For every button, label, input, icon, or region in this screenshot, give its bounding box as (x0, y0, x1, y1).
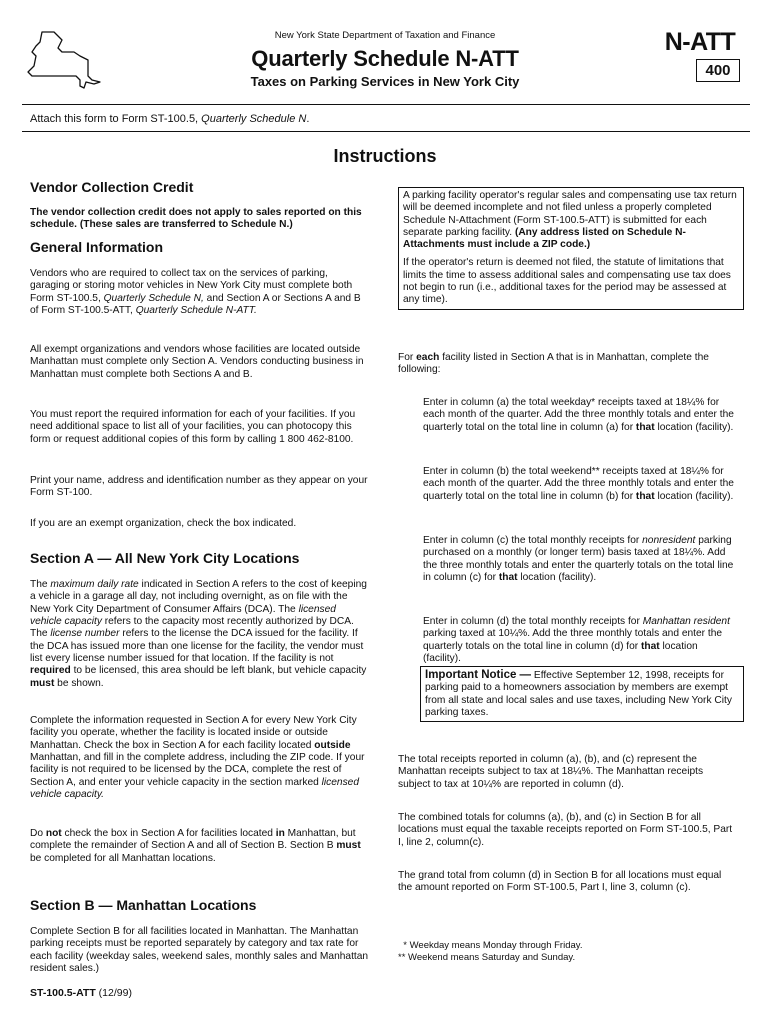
vendor-credit-heading: Vendor Collection Credit (30, 179, 194, 195)
filing-notice-paragraph-1: A parking facility operator's regular sales and compensating use tax return will be deemed incomplete and not filed unless a properly completed Schedule N-Attachment (Form ST-100.5-ATT) is submitted for each separate parking facility. (Any address listed on Schedule N-Attachments must include a ZIP code.) (403, 190, 737, 251)
vendor-credit-text: The vendor collection credit does not apply to sales reported on this schedule. (These sales are transferred to Schedule N.) (30, 207, 362, 231)
instructions-heading: Instructions (333, 146, 437, 166)
column-c-instructions: Enter in column (c) the total monthly receipts for nonresident parking purchased on a monthly (or longer term) basis taxed at 18¼%. Add the three monthly totals and enter the quarterly totals on the total line in column (c) for that location (facility). (423, 535, 734, 584)
general-information-heading: General Information (30, 239, 164, 255)
section-a-paragraph-2: Complete the information requested in Section A for every New York City facility you operate, whether the facility is located inside or outside Manhattan. Check the box in Section A for each facility located outside Manhattan, and fill in the complete address, including the ZIP code. If your facility is not required to be licensed by the DCA, complete the rest of Section A, and enter your vehicle capacity in the section marked licensed vehicle capacity. (30, 715, 365, 800)
section-b-paragraph-1: Complete Section B for all facilities located in Manhattan. The Manhattan parking receipts must be reported separately by category and tax rate for each facility (weekday sales, weekend sales, monthly sales and Manhattan resident sales.) (30, 926, 369, 975)
general-paragraph-4: Print your name, address and identification number as they appear on your Form ST-100. (30, 475, 368, 499)
column-a-instructions: Enter in column (a) the total weekday* receipts taxed at 18¼% for each month of the quarter. Add the three monthly totals and enter the quarterly total on the total line in column (a) for that location (facility). (423, 397, 734, 433)
form-subtitle: Taxes on Parking Services in New York City (250, 74, 520, 89)
each-facility-text: For each facility listed in Section A that is in Manhattan, complete the following: (398, 352, 709, 376)
form-number-box: 400 (696, 59, 740, 82)
column-b-instructions: Enter in column (b) the total weekend** receipts taxed at 18¼% for each month of the quarter. Add the three monthly totals and enter the quarterly total on the total line in column (b) for that location (facility). (423, 466, 734, 502)
general-paragraph-5: If you are an exempt organization, check the box indicated. (30, 518, 297, 530)
form-title: Quarterly Schedule N-ATT (251, 46, 519, 71)
grand-total-text: The grand total from column (d) in Section B for all locations must equal the amount reported on Form ST-100.5, Part I, line 3, column (c). (398, 870, 722, 894)
section-a-paragraph-1: The maximum daily rate indicated in Section A refers to the cost of keeping a vehicle in a garage all day, not including overnight, as on file with the New York City Department of Consumer Affairs (DCA). The licensed vehicle capacity refers to the capacity most recently authorized by DCA. The license number refers to the license the DCA issued for the facility. If the DCA has issued more than one license for the facility, the vendor must list every license number issued for that location. If the facility is not required to be licensed, this area should be left blank, but vehicle capacity must be shown. (30, 579, 367, 689)
attach-divider (22, 131, 750, 132)
important-notice-title: Important Notice — (425, 669, 532, 681)
column-d-instructions: Enter in column (d) the total monthly receipts for Manhattan resident parking taxed at 10¼%. Add the three monthly totals and enter the quarterly totals on the total line in column (d) for that location (facility). (423, 616, 730, 665)
section-b-heading: Section B — Manhattan Locations (30, 897, 257, 913)
total-receipts-text: The total receipts reported in column (a), (b), and (c) represent the Manhattan receipts subject to tax at 18¼%. The Manhattan receipts subject to tax at 10¼% are reported in column (d). (398, 754, 704, 790)
combined-totals-text: The combined totals for columns (a), (b), and (c) in Section B for all locations must equal the taxable receipts reported on Form ST-100.5, Part I, line 2, column(c). (398, 812, 733, 848)
department-name: New York State Department of Taxation and Finance (274, 30, 496, 41)
form-id: N-ATT (664, 28, 736, 56)
general-paragraph-2: All exempt organizations and vendors whose facilities are located outside Manhattan must complete only Section A. Vendors conducting business in Manhattan must complete both Sections A and B. (30, 344, 364, 380)
form-footer: ST-100.5-ATT (12/99) (30, 987, 132, 999)
footnote-weekend: ** Weekend means Saturday and Sunday. (398, 952, 576, 963)
general-paragraph-3: You must report the required information for each of your facilities. If you need additional space to list all of your facilities, you can photocopy this form or request additional copies of this form by calling 1 800 462-8100. (30, 409, 356, 445)
filing-notice-paragraph-2: If the operator's return is deemed not filed, the statute of limitations that limits the time to assess additional sales and compensating use tax does not begin to run (i.e., additional taxes for the period may be assessed at any time). (403, 257, 731, 306)
general-paragraph-1: Vendors who are required to collect tax on the services of parking, garaging or storing motor vehicles in New York City must complete both Form ST-100.5, Quarterly Schedule N, and Section A or Sections A and B of Form ST-100.5-ATT, Quarterly Schedule N-ATT. (30, 268, 361, 317)
attach-instruction: Attach this form to Form ST-100.5, Quarterly Schedule N. (30, 113, 310, 125)
footnote-weekday: * Weekday means Monday through Friday. (398, 940, 583, 951)
important-notice-text: Effective September 12, 1998, receipts for parking paid to a homeowners association by members are exempt from all state and local sales and use taxes, including New York City parking taxes. (425, 670, 732, 718)
section-a-paragraph-3: Do not check the box in Section A for facilities located in Manhattan, but complete the remainder of Section A and all of Section B. Section B must be completed for all Manhattan locations. (30, 828, 361, 864)
header-divider (22, 104, 750, 105)
filing-notice-box (398, 187, 744, 310)
new-york-state-outline-icon (22, 30, 102, 92)
important-notice-box (420, 666, 744, 722)
section-a-heading: Section A — All New York City Locations (30, 550, 300, 566)
